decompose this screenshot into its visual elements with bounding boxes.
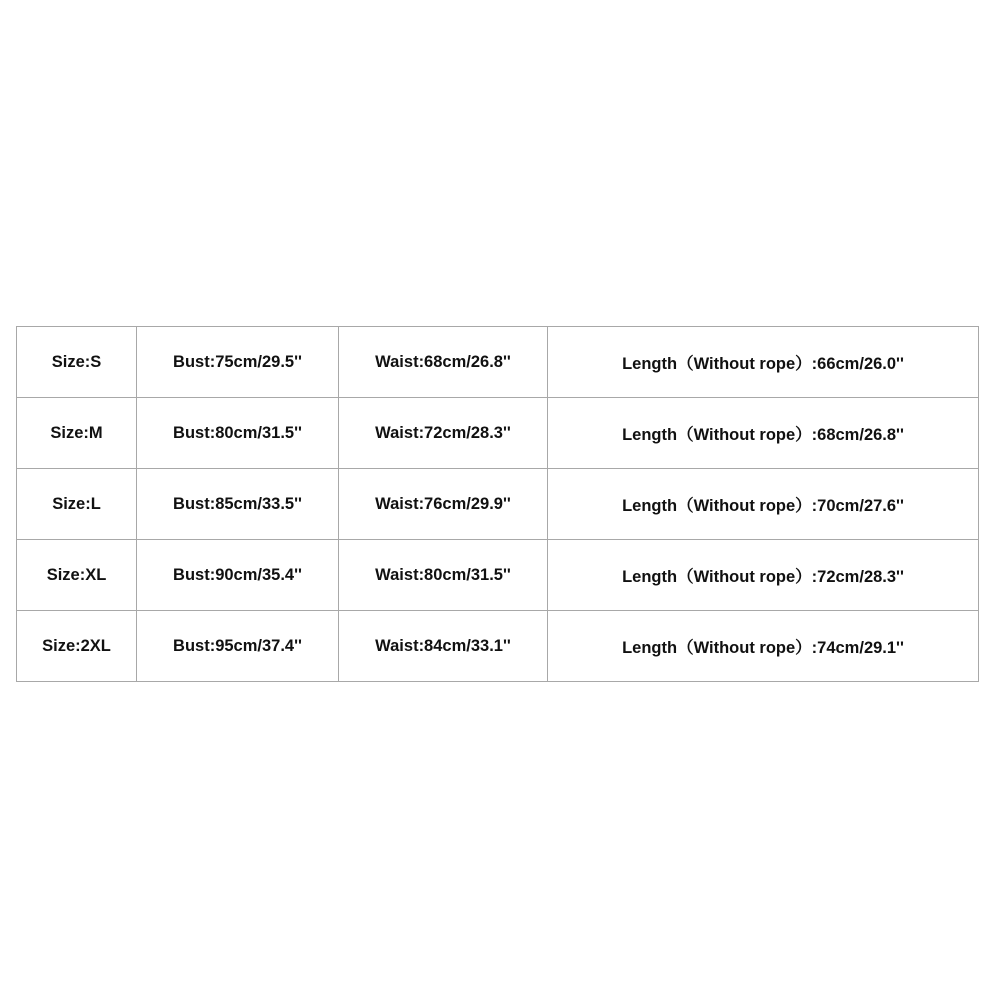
table-row (17, 469, 979, 540)
size-cell: Size:XL (17, 540, 137, 611)
size-cell: Size:M (17, 398, 137, 469)
bust-cell: Bust:90cm/35.4'' (137, 540, 339, 611)
table-row (17, 611, 979, 682)
length-cell: Length（Without rope）:70cm/27.6'' (548, 469, 979, 540)
length-cell: Length（Without rope）:74cm/29.1'' (548, 611, 979, 682)
size-cell: Size:S (17, 327, 137, 398)
length-cell: Length（Without rope）:72cm/28.3'' (548, 540, 979, 611)
length-cell: Length（Without rope）:68cm/26.8'' (548, 398, 979, 469)
bust-cell: Bust:85cm/33.5'' (137, 469, 339, 540)
length-cell: Length（Without rope）:66cm/26.0'' (548, 327, 979, 398)
waist-cell: Waist:68cm/26.8'' (339, 327, 548, 398)
size-cell: Size:2XL (17, 611, 137, 682)
table-row (17, 327, 979, 398)
waist-cell: Waist:72cm/28.3'' (339, 398, 548, 469)
bust-cell: Bust:75cm/29.5'' (137, 327, 339, 398)
waist-cell: Waist:84cm/33.1'' (339, 611, 548, 682)
waist-cell: Waist:80cm/31.5'' (339, 540, 548, 611)
waist-cell: Waist:76cm/29.9'' (339, 469, 548, 540)
bust-cell: Bust:95cm/37.4'' (137, 611, 339, 682)
size-chart-table (16, 326, 979, 682)
bust-cell: Bust:80cm/31.5'' (137, 398, 339, 469)
table-row (17, 398, 979, 469)
size-cell: Size:L (17, 469, 137, 540)
table-row (17, 540, 979, 611)
